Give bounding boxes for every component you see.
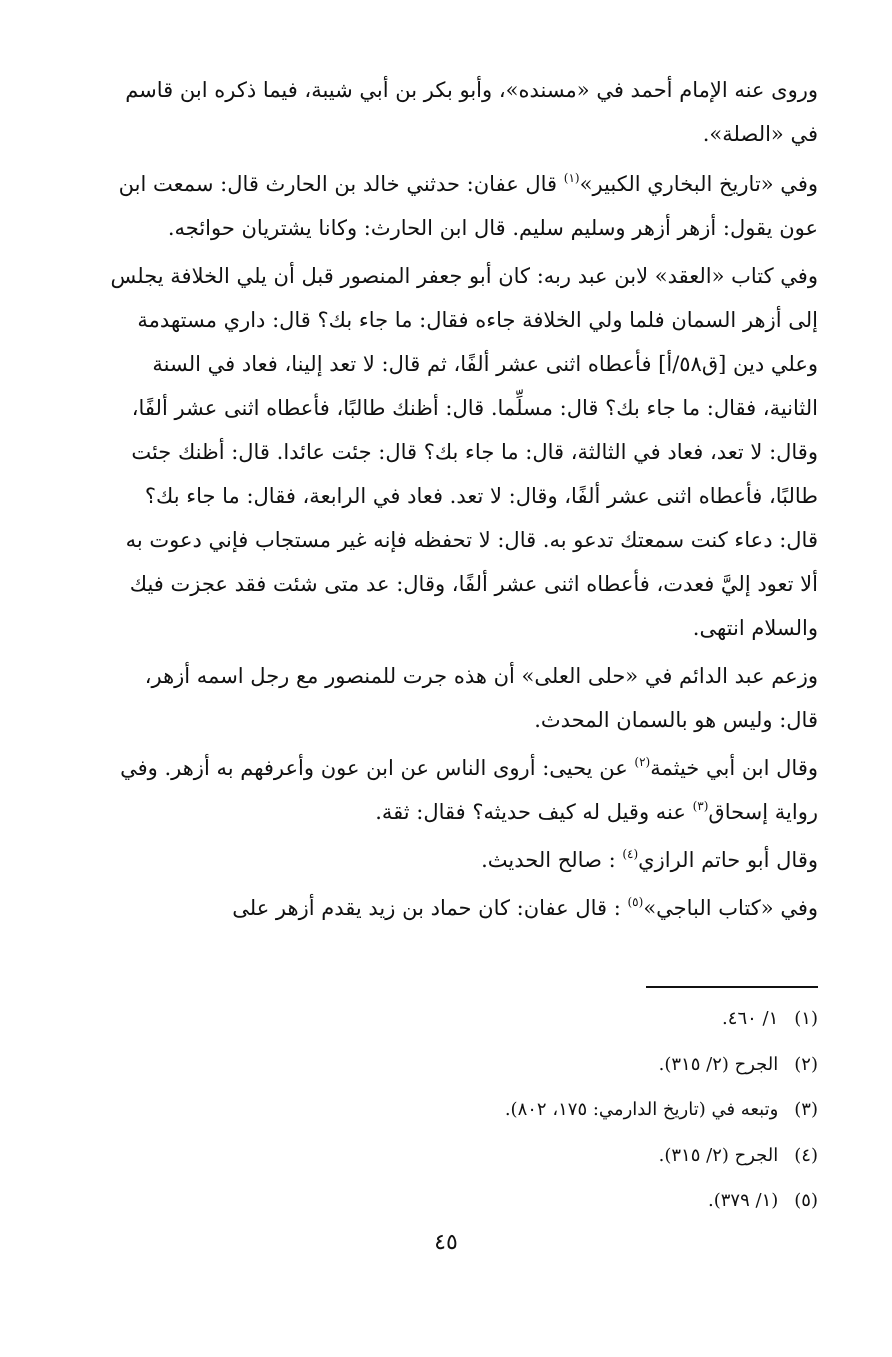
paragraph-text: : قال عفان: كان حماد بن زيد يقدم أزهر على xyxy=(232,896,628,920)
footnote-text: الجرح (٢/ ٣١٥). xyxy=(658,1144,784,1166)
paragraph-text: وروى عنه الإمام أحمد في «مسنده»، وأبو بكر بن أبي شيبة، فيما ذكره ابن قاسم في «الصلة». xyxy=(125,78,818,146)
paragraph-text: وفي كتاب «العقد» لابن عبد ربه: كان أبو جعفر المنصور قبل أن يلي الخلافة يجلس إلى أزهر السمان فلما ولي الخلافة جاءه فقال: ما جاء بك؟ قال: داري مستهدمة وعلي دين [ق٥٨/أ] فأعطاه اثنى عشر ألفًا، ثم قال: لا تعد إلينا، فعاد في السنة الثانية، فقال: ما جاء بك؟ قال: مسلِّما. قال: أظنك طالبًا، فأعطاه اثنى عشر ألفًا، وقال: لا تعد، فعاد في الثالثة، قال: ما جاء بك؟ قال: جئت عائدا. قال: أظنك جئت طالبًا، فأعطاه اثنى عشر ألفًا، وقال: لا تعد. فعاد في الرابعة، فقال: ما جاء بك؟ قال: دعاء كنت سمعتك تدعو به. قال: لا تحفظه فإنه غير مستجاب فإني دعوت به ألا تعود إليَّ فعدت، فأعطاه اثنى عشر ألفًا، وقال: عد متى شئت فقد عجزت فيك والسلام انتهى. xyxy=(110,264,818,640)
page-number: ٤٥ xyxy=(434,1230,458,1255)
footnote-number: (٣) xyxy=(794,1099,818,1120)
footnote-separator xyxy=(646,986,818,988)
footnote-ref: (١) xyxy=(563,171,580,185)
footnote-ref: (٥) xyxy=(627,895,644,909)
footnote-text: وتبعه في (تاريخ الدارمي: ١٧٥، ٨٠٢). xyxy=(504,1099,784,1120)
paragraph xyxy=(108,886,818,930)
paragraph xyxy=(108,746,818,834)
footnote-number: (١) xyxy=(794,1008,818,1029)
footnotes xyxy=(300,996,818,1224)
footnote-text: ١/ ٤٦٠. xyxy=(722,1008,784,1029)
paragraph xyxy=(108,68,818,156)
paragraph-text: : صالح الحديث. xyxy=(481,848,623,872)
paragraph-text: قال عفان: حدثني خالد بن الحارث قال: سمعت ابن عون يقول: أزهر أزهر وسليم سليم. قال ابن الحارث: وكانا يشتريان حوائجه. xyxy=(118,172,818,240)
paragraph-text: وقال ابن أبي خيثمة xyxy=(650,756,818,780)
footnote-ref: (٣) xyxy=(692,799,709,813)
footnote-ref: (٤) xyxy=(622,847,639,861)
footnote-number: (٤) xyxy=(794,1144,818,1166)
paragraph xyxy=(108,162,818,250)
paragraph-text: وزعم عبد الدائم في «حلى العلى» أن هذه جرت للمنصور مع رجل اسمه أزهر، قال: وليس هو بالسمان المحدث. xyxy=(144,664,818,732)
footnote xyxy=(300,1087,818,1133)
paragraph-text: وقال أبو حاتم الرازي xyxy=(638,848,818,872)
paragraph xyxy=(108,654,818,742)
paragraph-text: عن يحيى: أروى الناس عن ابن عون وأعرفهم به أزهر. وفي رواية إسحاق xyxy=(120,756,818,824)
footnote xyxy=(300,996,818,1042)
paragraph xyxy=(108,838,818,882)
paragraph xyxy=(108,254,818,650)
footnote xyxy=(300,1133,818,1179)
footnote-text: الجرح (٢/ ٣١٥). xyxy=(658,1053,784,1075)
footnote-text: (١/ ٣٧٩). xyxy=(708,1190,784,1211)
paragraph-text: عنه وقيل له كيف حديثه؟ فقال: ثقة. xyxy=(375,800,693,824)
footnote-number: (٢) xyxy=(794,1053,818,1075)
paragraph-text: وفي «تاريخ البخاري الكبير» xyxy=(579,172,818,196)
footnote xyxy=(300,1042,818,1088)
footnote xyxy=(300,1178,818,1224)
body-text xyxy=(108,68,818,934)
paragraph-text: وفي «كتاب الباجي» xyxy=(643,896,818,920)
footnote-ref: (٢) xyxy=(634,755,651,769)
footnote-number: (٥) xyxy=(794,1190,818,1211)
